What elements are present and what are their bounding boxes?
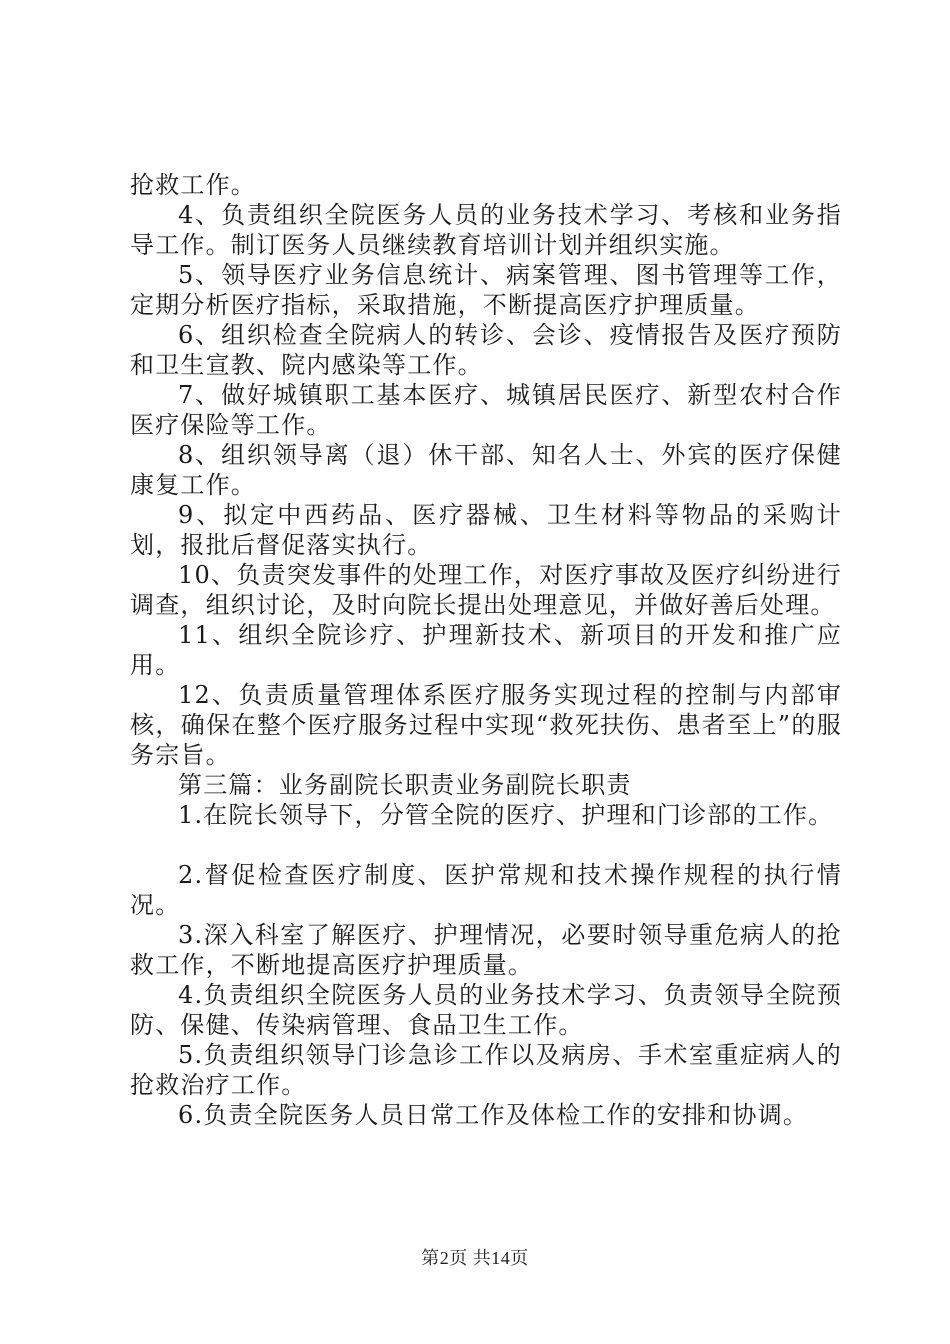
paragraph-item-12: 12、负责质量管理体系医疗服务实现过程的控制与内部审核，确保在整个医疗服务过程中实现“救死扶伤、患者至上”的服务宗旨。 [130, 681, 842, 769]
page-number-footer: 第2页 共14页 [421, 1248, 529, 1268]
section-heading: 第三篇：业务副院长职责业务副院长职责 [178, 771, 632, 799]
duty-item-5: 5.负责组织领导门诊急诊工作以及病房、手术室重症病人的抢救治疗工作。 [130, 1041, 842, 1099]
duty-item-3: 3.深入科室了解医疗、护理情况，必要时领导重危病人的抢救工作，不断地提高医疗护理质量。 [130, 921, 842, 979]
paragraph-item-4: 4、负责组织全院医务人员的业务技术学习、考核和业务指导工作。制订医务人员继续教育培训计划并组织实施。 [130, 201, 842, 259]
paragraph-item-11: 11、组织全院诊疗、护理新技术、新项目的开发和推广应用。 [130, 621, 842, 679]
paragraph-item-9: 9、拟定中西药品、医疗器械、卫生材料等物品的采购计划，报批后督促落实执行。 [130, 501, 842, 559]
paragraph-item-5: 5、领导医疗业务信息统计、病案管理、图书管理等工作，定期分析医疗指标，采取措施，不断提高医疗护理质量。 [130, 261, 842, 319]
duty-item-6: 6.负责全院医务人员日常工作及体检工作的安排和协调。 [178, 1101, 809, 1129]
document-body [130, 170, 842, 1130]
paragraph-item-7: 7、做好城镇职工基本医疗、城镇居民医疗、新型农村合作医疗保险等工作。 [130, 381, 842, 439]
duty-item-2: 2.督促检查医疗制度、医护常规和技术操作规程的执行情况。 [130, 861, 842, 919]
paragraph-item-10: 10、负责突发事件的处理工作，对医疗事故及医疗纠纷进行调查，组织讨论，及时向院长提出处理意见，并做好善后处理。 [130, 561, 842, 619]
duty-item-1: 1.在院长领导下，分管全院的医疗、护理和门诊部的工作。 [178, 801, 834, 829]
paragraph-continuation: 抢救工作。 [130, 171, 256, 199]
paragraph-item-8: 8、组织领导离（退）休干部、知名人士、外宾的医疗保健康复工作。 [130, 441, 842, 499]
duty-item-4: 4.负责组织全院医务人员的业务技术学习、负责领导全院预防、保健、传染病管理、食品卫生工作。 [130, 981, 842, 1039]
paragraph-item-6: 6、组织检查全院病人的转诊、会诊、疫情报告及医疗预防和卫生宣教、院内感染等工作。 [130, 321, 842, 379]
